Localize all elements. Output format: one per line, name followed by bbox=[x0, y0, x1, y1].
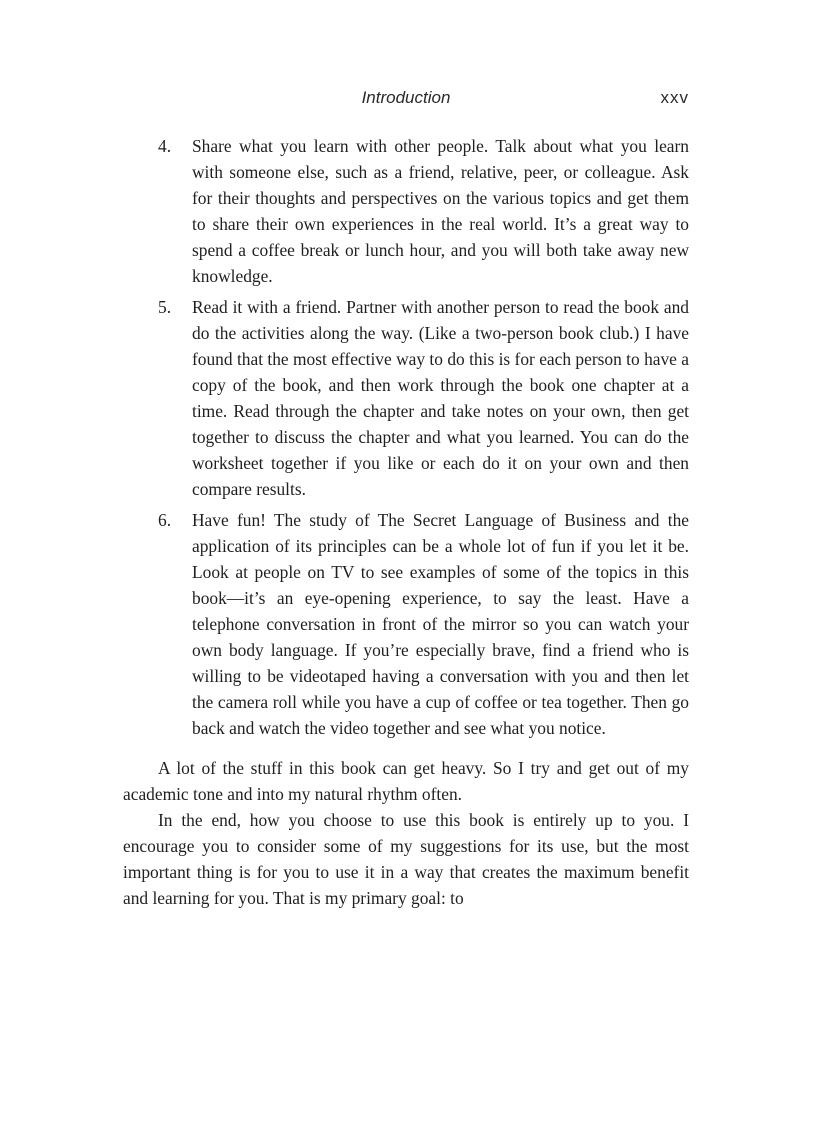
page-number: xxv bbox=[660, 88, 689, 107]
section-title: Introduction bbox=[361, 88, 451, 107]
page-body bbox=[123, 133, 689, 911]
list-item-text: Have fun! The study of The Secret Language of Business and the application of its principles can be a whole lot of fun if you let it be. Look at people on TV to see examples of some of the topics in this book—it’s an eye-opening experience, to say the least. Have a telephone conversation in front of the mirror so you can watch your own body language. If you’re especially brave, find a friend who is willing to be videotaped having a conversation with you and then let the camera roll while you have a cup of coffee or tea together. Then go back and watch the video together and see what you notice. bbox=[192, 510, 689, 738]
body-paragraph: In the end, how you choose to use this book is entirely up to you. I encourage you to consider some of my suggestions for its use, but the most important thing is for you to use it in a way that creates the maximum benefit and learning for you. That is my primary goal: to bbox=[123, 810, 689, 908]
numbered-list bbox=[123, 133, 689, 741]
list-item bbox=[123, 133, 689, 289]
list-item-text: Read it with a friend. Partner with another person to read the book and do the activities along the way. (Like a two-person book club.) I have found that the most effective way to do this is for each person to have a copy of the book, and then work through the book one chapter at a time. Read through the chapter and take notes on your own, then get together to discuss the chapter and what you learned. You can do the worksheet together if you like or each do it on your own and then compare results. bbox=[192, 297, 689, 499]
list-item-number: 5. bbox=[158, 297, 172, 317]
list-item-number: 6. bbox=[158, 510, 172, 530]
list-item bbox=[123, 294, 689, 502]
list-item bbox=[123, 507, 689, 741]
running-header bbox=[123, 88, 689, 112]
body-paragraph: A lot of the stuff in this book can get heavy. So I try and get out of my academic tone and into my natural rhythm often. bbox=[123, 758, 689, 804]
list-item-number: 4. bbox=[158, 136, 172, 156]
list-item-text: Share what you learn with other people. Talk about what you learn with someone else, such as a friend, relative, peer, or colleague. Ask for their thoughts and perspectives on the various topics and get them to share their own experiences in the real world. It’s a great way to spend a coffee break or lunch hour, and you will both take away new knowledge. bbox=[192, 136, 689, 286]
